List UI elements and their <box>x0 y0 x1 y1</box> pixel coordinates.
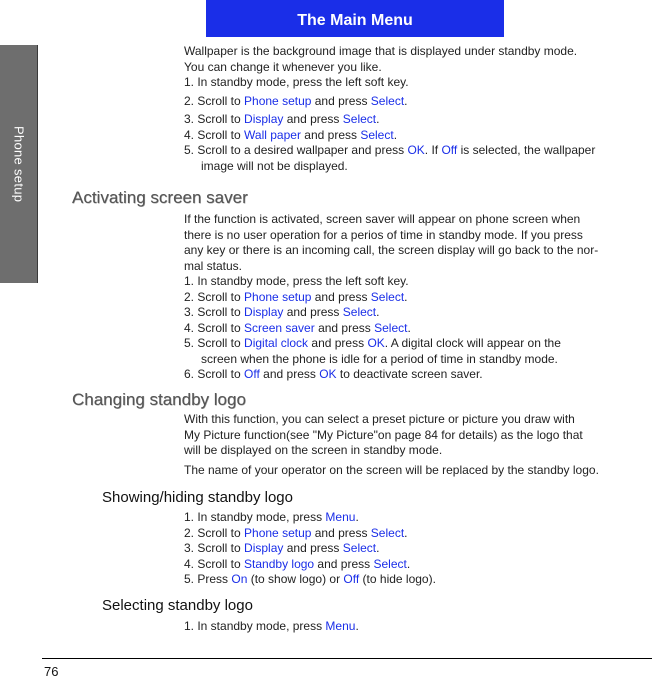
paragraph-line: My Picture function(see "My Picture"on page 84 for details) as the logo that <box>184 427 583 442</box>
step-2: 2. Scroll to Phone setup and press Select. <box>184 289 408 304</box>
step-5: 5. Scroll to a desired wallpaper and press OK. If Off is selected, the wallpaper <box>184 143 596 157</box>
step-1: 1. In standby mode, press the left soft key. <box>184 274 409 288</box>
step-1: 1. In standby mode, press Menu. <box>184 619 359 633</box>
wallpaper-section <box>184 44 650 174</box>
step-6: 6. Scroll to Off and press OK to deactivate screen saver. <box>184 367 483 381</box>
paragraph-line: mal status. <box>184 258 243 273</box>
step-5: 5. Scroll to Digital clock and press OK. A digital clock will appear on the <box>184 336 561 350</box>
step-3: 3. Scroll to Display and press Select. <box>184 305 380 319</box>
page-header: The Main Menu <box>206 0 504 37</box>
step-5: 5. Press On (to show logo) or Off (to hide logo). <box>184 572 436 586</box>
side-tab <box>0 45 38 283</box>
footer-divider <box>42 658 652 659</box>
section-heading-standby-logo: Changing standby logo <box>72 390 246 409</box>
paragraph-line: there is no user operation for a perios of time in standby mode. If you press <box>184 227 583 242</box>
step-3: 3. Scroll to Display and press Select. <box>184 541 380 555</box>
step-1: 1. In standby mode, press Menu. <box>184 510 359 524</box>
selecting-logo-section <box>184 619 650 635</box>
step-5-continued: screen when the phone is idle for a period of time in standby mode. <box>201 351 558 366</box>
paragraph-line: If the function is activated, screen saver will appear on phone screen when <box>184 212 581 226</box>
step-4: 4. Scroll to Standby logo and press Select. <box>184 556 411 571</box>
sub-heading-selecting-logo: Selecting standby logo <box>102 597 253 614</box>
sub-heading-show-hide-logo: Showing/hiding standby logo <box>102 489 293 506</box>
step-4: 4. Scroll to Screen saver and press Select. <box>184 320 411 335</box>
section-heading-screen-saver: Activating screen saver <box>72 188 248 207</box>
step-4: 4. Scroll to Wall paper and press Select. <box>184 127 398 142</box>
page-number: 76 <box>44 664 59 679</box>
paragraph-line: will be displayed on the screen in standby mode. <box>184 443 443 457</box>
paragraph-line: With this function, you can select a preset picture or picture you draw with <box>184 412 575 426</box>
show-hide-logo-section <box>184 510 650 588</box>
step-1: 1. In standby mode, press the left soft key. <box>184 75 409 89</box>
paragraph-line: The name of your operator on the screen will be replaced by the standby logo. <box>184 462 599 477</box>
paragraph-line: any key or there is an incoming call, the screen display will go back to the nor- <box>184 243 599 257</box>
step-3: 3. Scroll to Display and press Select. <box>184 112 380 126</box>
intro-line: You can change it whenever you like. <box>184 59 382 74</box>
intro-line: Wallpaper is the background image that is displayed under standby mode. <box>184 44 578 58</box>
step-5-continued: image will not be displayed. <box>201 158 348 173</box>
side-tab-label: Phone setup <box>11 125 27 203</box>
screen-saver-section <box>184 212 650 383</box>
step-2: 2. Scroll to Phone setup and press Select. <box>184 93 408 108</box>
standby-logo-section <box>184 412 650 478</box>
step-2: 2. Scroll to Phone setup and press Select. <box>184 525 408 540</box>
